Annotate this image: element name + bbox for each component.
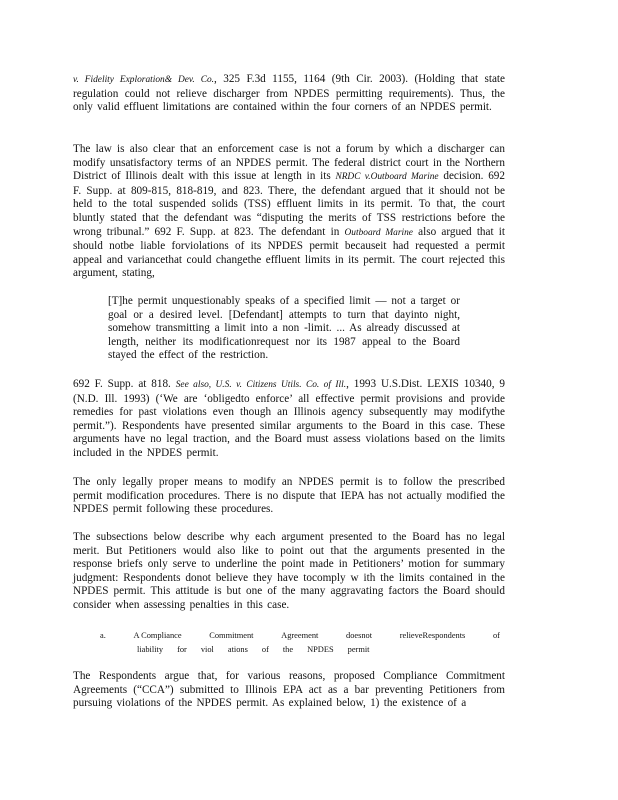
paragraph-citation-continuation [73,73,505,115]
paragraph-text: , 325 F.3d 1155, 1164 (9th Cir. 2003). (Holding that state regulation could not relieve discharger from NPDES permitting requirements). Thus, the only valid effluent limitations are contained within the four corners of an NPDES permit. [73,73,506,114]
heading-word: of [261,644,269,654]
paragraph-modification-procedures: The only legally proper means to modify an NPDES permit is to follow the prescribed permit modification procedures. There is no dispute that IEPA has not actually modified the NPDES permit following these procedures. [73,476,505,516]
case-citation-italic: v. Fidelity Exploration& Dev. Co. [73,75,214,85]
paragraph-text: decision. 692 F. Supp. at 809-815, 818-819, and 823. There, the defendant argued that it should not be held to the total suspended solids (TSS) effluent limits in its permit. To that, the court bluntly stated that the defendant was “disputing the merits of TSS restrictions before the wrong tribunal.” 692 F. Supp. at 823. The defendant in [73,170,505,238]
case-name-italic: NRDC v.Outboard Marine [335,172,439,183]
paragraph-text: The law is also clear that an enforcement case is not a forum by which a discharger can modify unsatisfactory terms of an NPDES permit. The federal district court in the Northern District of Illinois dealt with this issue at length in its [73,143,505,183]
heading-word: the [282,644,294,654]
paragraph-subsections: The subsections below describe why each argument presented to the Board has no legal merit. But Petitioners would also like to point out that the arguments presented in the response briefs only serve to underline the point made in Petitioners’ motion for summary judgment: Respondents donot believe they have tocomply w ith the limits contained in the NPDES permit. This attitude is but one of the many aggravating factors the Board should consider when assessing penalties in this case. [73,531,505,611]
paragraph-see-also [73,378,505,461]
heading-word: for [177,644,187,654]
heading-word: NPDES [307,644,334,654]
heading-word: doesnot [346,631,373,640]
paragraph-enforcement-forum [73,143,505,281]
case-name-italic: See also, U.S. v. Citizens Utils. Co. of Ill. [175,380,347,390]
heading-word: viol [200,644,214,654]
heading-line-2 [100,643,500,657]
paragraph-text: , 1993 U.S.Dist. LEXIS 10340, 9 (N.D. Ill. 1993) (‘We are ‘obligedto enforce’ all effective permit provisions and provide remedies for past violations even though an Illinois agency subsequently may modifythe permit.”). Respondents have presented similar arguments to the Board in this case. These arguments have no legal traction, and the Board must assess violations based on the limits included in the NPDES permit. [73,378,505,459]
heading-word: of [492,631,500,640]
paragraph-cca-argument: The Respondents argue that, for various reasons, proposed Compliance Commitment Agreements (“CCA”) submitted to Illinois EPA act as a bar preventing Petitioners from pursuing violations of the NPDES permit. As explained below, 1) the existence of a [73,670,505,710]
block-quote: [T]he permit unquestionably speaks of a specified limit — not a target or goal or a desired level. [Defendant] attempts to turn that dayinto night, somehow transmitting a limit into a non -limit. ... As already discussed at length, neither its modificationrequest nor its 1987 appeal to the Board stayed the effect of the restriction. [108,295,460,362]
heading-word: A Compliance [133,631,182,640]
heading-word: permit [347,644,370,654]
heading-line-1 [100,629,500,643]
heading-word: ations [227,644,248,654]
paragraph-text: 692 F. Supp. at 818. [73,378,176,390]
heading-word: liability [137,644,164,654]
heading-word: a. [100,631,106,640]
heading-word: relieveRespondents [399,631,466,640]
case-name-italic: Outboard Marine [344,227,413,238]
heading-word: Agreement [281,631,319,640]
section-heading-a [100,629,500,656]
heading-word: Commitment [209,631,254,640]
paragraph-text: also argued that it should notbe liable forviolations of its NPDES permit becauseit had requested a permit appeal and variancethat could changethe effluent limits in its permit. The court rejected this argument, stating, [73,225,506,280]
